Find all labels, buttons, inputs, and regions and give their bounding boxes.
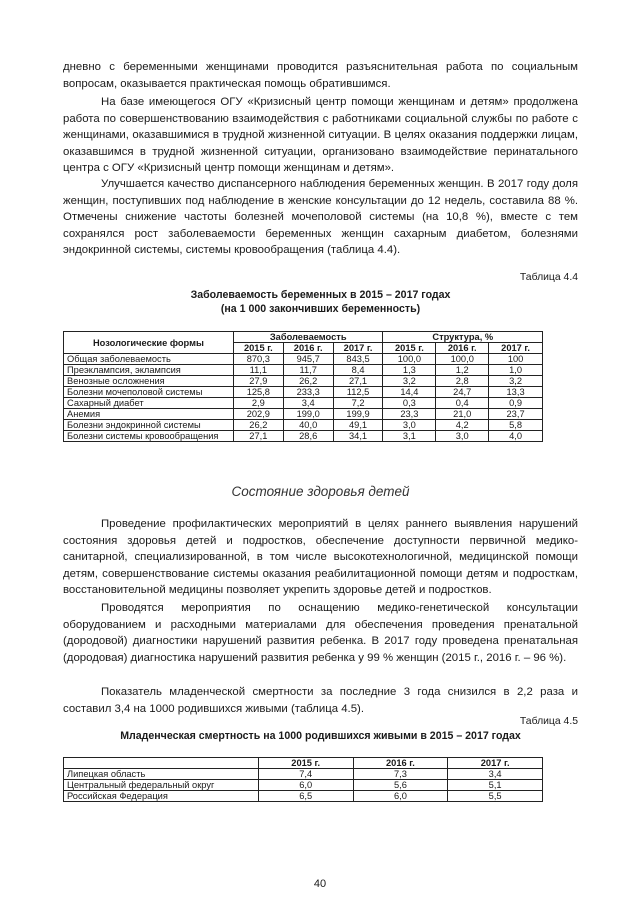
- value-cell: 100,0: [436, 354, 489, 365]
- year-header: 2016 г.: [283, 343, 333, 354]
- table-4-4-title-line1: Заболеваемость беременных в 2015 – 2017 годах: [190, 289, 451, 301]
- table-row: [64, 791, 543, 802]
- paragraph-3: Улучшается качество диспансерного наблюдения беременных женщин. В 2017 году доля женщин, поступивших под наблюдение в женские консультации до 12 недель, составила 88 %. Отмечены снижение частоты болезней мочеполовой системы (на 10,8 %), вместе с тем сохранялся рост заболеваемости беременных женщин сахарным диабетом, болезнями эндокринной системы, системы кровообращения (таблица 4.4).: [63, 178, 578, 257]
- value-cell: 1,3: [383, 365, 436, 376]
- year-header: 2017 г.: [448, 758, 543, 769]
- value-cell: 34,1: [333, 431, 383, 442]
- header-structure: Структура, %: [383, 332, 543, 343]
- table-row: [64, 769, 543, 780]
- table-4-5-body: [64, 769, 543, 802]
- table-row: [64, 409, 543, 420]
- value-cell: 7,3: [353, 769, 448, 780]
- value-cell: 870,3: [233, 354, 283, 365]
- table-row: [64, 376, 543, 387]
- value-cell: 199,9: [333, 409, 383, 420]
- value-cell: 14,4: [383, 387, 436, 398]
- value-cell: 2,9: [233, 398, 283, 409]
- table-4-5-label: Таблица 4.5: [519, 716, 578, 727]
- value-cell: 3,4: [283, 398, 333, 409]
- paragraph-1: дневно с беременными женщинами проводится разъяснительная работа по социальным вопросам, оказывается практическая помощь обратившимся.: [63, 61, 578, 90]
- value-cell: 7,4: [258, 769, 353, 780]
- value-cell: 3,2: [383, 376, 436, 387]
- row-label: Преэклампсия, эклампсия: [64, 365, 234, 376]
- empty-header: [64, 758, 259, 769]
- paragraph-2: На базе имеющегося ОГУ «Кризисный центр помощи женщинам и детям» продолжена работа по совершенствованию взаимодействия с работниками социальной службы по работе с женщинами, оказавшимися в трудной жизненной ситуации. В целях оказания поддержки лицам, оказавшимся в трудной жизненной ситуации, организовано взаимодействие перинатального центра с ОГУ «Кризисный центр помощи женщинам и детям».: [63, 96, 578, 175]
- section-title: Состояние здоровья детей: [231, 484, 410, 499]
- value-cell: 233,3: [283, 387, 333, 398]
- value-cell: 5,8: [489, 420, 543, 431]
- value-cell: 1,0: [489, 365, 543, 376]
- value-cell: 3,2: [489, 376, 543, 387]
- header-incidence: Заболеваемость: [233, 332, 383, 343]
- page-number: 40: [313, 878, 327, 890]
- year-header: 2015 г.: [258, 758, 353, 769]
- value-cell: 3,0: [436, 431, 489, 442]
- table-row: [64, 398, 543, 409]
- value-cell: 3,1: [383, 431, 436, 442]
- value-cell: 6,0: [353, 791, 448, 802]
- table-row: [64, 365, 543, 376]
- value-cell: 27,1: [333, 376, 383, 387]
- table-4-4: [63, 331, 543, 442]
- value-cell: 5,1: [448, 780, 543, 791]
- year-header: 2017 г.: [489, 343, 543, 354]
- row-label: Болезни мочеполовой системы: [64, 387, 234, 398]
- value-cell: 4,2: [436, 420, 489, 431]
- table-4-5: [63, 757, 543, 802]
- value-cell: 27,1: [233, 431, 283, 442]
- table-row: [64, 354, 543, 365]
- table-4-4-body: [64, 354, 543, 442]
- row-label: Липецкая область: [64, 769, 259, 780]
- value-cell: 40,0: [283, 420, 333, 431]
- year-header: 2017 г.: [333, 343, 383, 354]
- value-cell: 3,0: [383, 420, 436, 431]
- value-cell: 3,4: [448, 769, 543, 780]
- header-nosological-forms: Нозологические формы: [64, 332, 234, 354]
- value-cell: 6,0: [258, 780, 353, 791]
- row-label: Центральный федеральный округ: [64, 780, 259, 791]
- table-row: [64, 780, 543, 791]
- value-cell: 8,4: [333, 365, 383, 376]
- value-cell: 23,3: [383, 409, 436, 420]
- value-cell: 0,4: [436, 398, 489, 409]
- paragraph-5: Проводятся мероприятия по оснащению медико-генетической консультации оборудованием и расходными материалами для обеспечения проведения пренатальной (дородовой) диагностики нарушений развития ребенка. В 2017 году проведена пренатальная (дородовая) диагностика нарушений развития ребенка у 99 % женщин (2015 г., 2016 г. – 96 %).: [63, 602, 578, 664]
- value-cell: 2,8: [436, 376, 489, 387]
- value-cell: 1,2: [436, 365, 489, 376]
- value-cell: 4,0: [489, 431, 543, 442]
- value-cell: 23,7: [489, 409, 543, 420]
- value-cell: 199,0: [283, 409, 333, 420]
- paragraph-4: Проведение профилактических мероприятий в целях раннего выявления нарушений состояния здоровья детей и подростков, обеспечение доступности первичной медико-санитарной, специализированной, в том числе высокотехнологичной, медицинской помощи детям, совершенствование системы оказания реабилитационной помощи детям и подросткам, восстановительной медицины позволяет укрепить здоровье детей и подростков.: [63, 518, 578, 597]
- value-cell: 28,6: [283, 431, 333, 442]
- value-cell: 843,5: [333, 354, 383, 365]
- value-cell: 5,5: [448, 791, 543, 802]
- value-cell: 26,2: [283, 376, 333, 387]
- table-row: [64, 431, 543, 442]
- value-cell: 49,1: [333, 420, 383, 431]
- table-4-5-title: Младенческая смертность на 1000 родившихся живыми в 2015 – 2017 годах: [120, 730, 521, 742]
- table-row: [64, 420, 543, 431]
- year-header: 2016 г.: [436, 343, 489, 354]
- value-cell: 7,2: [333, 398, 383, 409]
- paragraph-6: Показатель младенческой смертности за последние 3 года снизился в 2,2 раза и составил 3,4 на 1000 родившихся живыми (таблица 4.5).: [63, 686, 578, 715]
- value-cell: 0,3: [383, 398, 436, 409]
- year-header: 2015 г.: [383, 343, 436, 354]
- value-cell: 13,3: [489, 387, 543, 398]
- value-cell: 0,9: [489, 398, 543, 409]
- row-label: Венозные осложнения: [64, 376, 234, 387]
- table-4-4-label: Таблица 4.4: [519, 272, 578, 283]
- row-label: Российская Федерация: [64, 791, 259, 802]
- table-row: [64, 387, 543, 398]
- value-cell: 6,5: [258, 791, 353, 802]
- value-cell: 24,7: [436, 387, 489, 398]
- value-cell: 21,0: [436, 409, 489, 420]
- value-cell: 5,6: [353, 780, 448, 791]
- value-cell: 27,9: [233, 376, 283, 387]
- row-label: Болезни эндокринной системы: [64, 420, 234, 431]
- value-cell: 100,0: [383, 354, 436, 365]
- row-label: Сахарный диабет: [64, 398, 234, 409]
- year-header: 2015 г.: [233, 343, 283, 354]
- table-4-5-header-row: [64, 758, 543, 769]
- value-cell: 945,7: [283, 354, 333, 365]
- value-cell: 11,7: [283, 365, 333, 376]
- value-cell: 112,5: [333, 387, 383, 398]
- year-header: 2016 г.: [353, 758, 448, 769]
- value-cell: 202,9: [233, 409, 283, 420]
- row-label: Анемия: [64, 409, 234, 420]
- value-cell: 100: [489, 354, 543, 365]
- value-cell: 11,1: [233, 365, 283, 376]
- value-cell: 26,2: [233, 420, 283, 431]
- value-cell: 125,8: [233, 387, 283, 398]
- table-4-4-title-line2: (на 1 000 закончивших беременность): [220, 303, 421, 315]
- row-label: Болезни системы кровообращения: [64, 431, 234, 442]
- row-label: Общая заболеваемость: [64, 354, 234, 365]
